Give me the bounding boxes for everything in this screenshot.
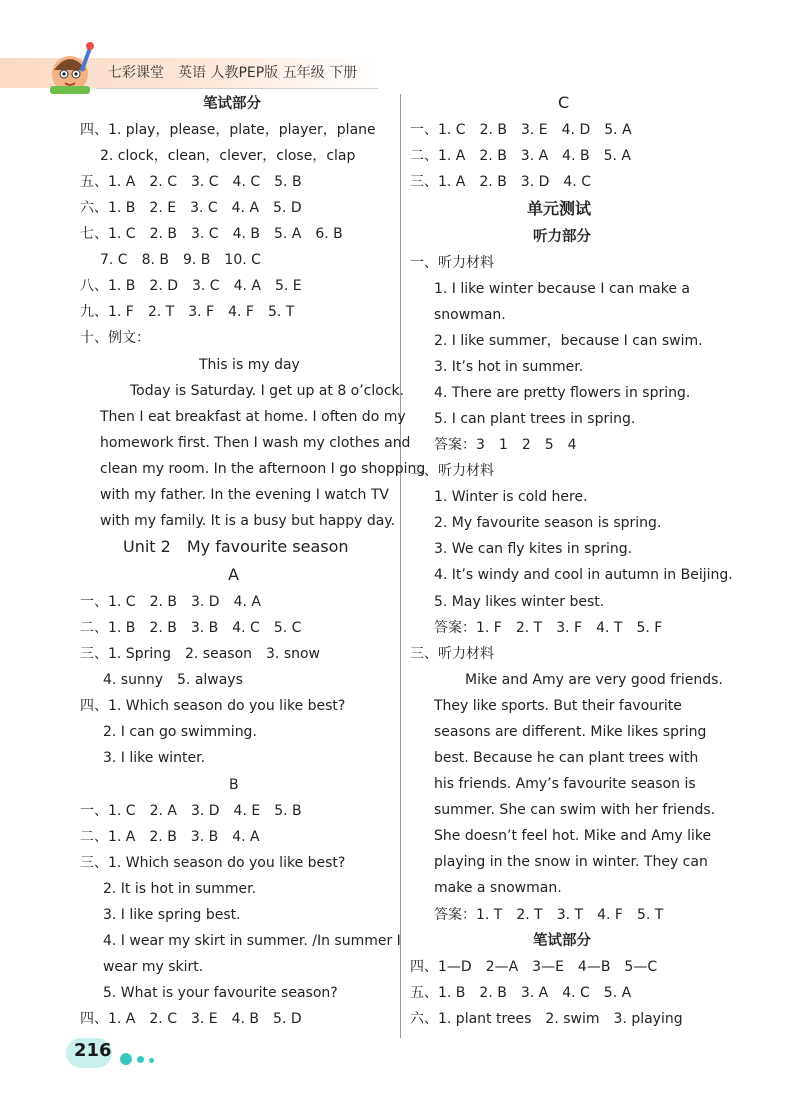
answer-line: 四、1. Which season do you like best?: [80, 698, 346, 714]
answer-line: 六、1. plant trees 2. swim 3. playing: [410, 1011, 683, 1027]
answer-line: 2. I can go swimming.: [103, 724, 257, 740]
answer-line: 1. I like winter because I can make a: [434, 281, 691, 297]
passage-line: summer. She can swim with her friends.: [434, 802, 716, 818]
essay-title: This is my day: [199, 357, 300, 373]
section-heading: 听力部分: [533, 229, 591, 245]
answer-line: 5. What is your favourite season?: [103, 985, 338, 1001]
answer-line: 六、1. B 2. E 3. C 4. A 5. D: [80, 200, 302, 216]
answer-line: 十、例文：: [80, 330, 150, 346]
essay-line: homework first. Then I wash my clothes and: [100, 435, 411, 451]
page-number: 216: [74, 1040, 112, 1061]
answer-line: 1. Winter is cold here.: [434, 489, 588, 505]
mascot-logo-icon: [40, 40, 102, 98]
answer-line: 5. May likes winter best.: [434, 594, 605, 610]
passage-line: make a snowman.: [434, 880, 562, 896]
answer-line: 3. It’s hot in summer.: [434, 359, 584, 375]
answer-line: 4. It’s windy and cool in autumn in Beijing.: [434, 567, 733, 583]
answer-line: 答案：3 1 2 5 4: [434, 437, 577, 453]
section-letter: C: [558, 93, 570, 112]
answer-line: 3. We can fly kites in spring.: [434, 541, 633, 557]
essay-line: with my family. It is a busy but happy day.: [100, 513, 396, 529]
answer-line: 九、1. F 2. T 3. F 4. F 5. T: [80, 304, 295, 320]
answer-line: 4. I wear my skirt in summer. /In summer I: [103, 933, 401, 949]
answer-line: 四、1—D 2—A 3—E 4—B 5—C: [410, 959, 658, 975]
answer-line: 二、听力材料: [410, 463, 494, 479]
answer-line: 2. I like summer，because I can swim.: [434, 333, 703, 349]
passage-line: They like sports. But their favourite: [434, 698, 682, 714]
answer-line: 2. My favourite season is spring.: [434, 515, 662, 531]
answer-line: 八、1. B 2. D 3. C 4. A 5. E: [80, 278, 302, 294]
passage-line: Mike and Amy are very good friends.: [465, 672, 723, 688]
answer-line: 一、1. C 2. B 3. D 4. A: [80, 594, 261, 610]
answer-line: 四、1. A 2. C 3. E 4. B 5. D: [80, 1011, 302, 1027]
answer-line: 一、听力材料: [410, 255, 494, 271]
answer-line: 4. sunny 5. always: [103, 672, 243, 688]
header-rule: [96, 88, 378, 89]
section-heading: 笔试部分: [533, 933, 591, 949]
passage-line: seasons are different. Mike likes spring: [434, 724, 707, 740]
essay-line: Then I eat breakfast at home. I often do my: [100, 409, 406, 425]
answer-line: 一、1. C 2. A 3. D 4. E 5. B: [80, 803, 302, 819]
answer-line: 三、1. Which season do you like best?: [80, 855, 346, 871]
answer-line: 五、1. A 2. C 3. C 4. C 5. B: [80, 174, 302, 190]
passage-line: his friends. Amy’s favourite season is: [434, 776, 696, 792]
header-title: 七彩课堂 英语 人教PEP版 五年级 下册: [108, 65, 358, 81]
answer-line: 3. I like winter.: [103, 750, 206, 766]
answer-line: 三、1. Spring 2. season 3. snow: [80, 646, 321, 662]
decorative-dot-icon: [149, 1058, 154, 1063]
essay-line: with my father. In the evening I watch TV: [100, 487, 389, 503]
answer-line: 二、1. A 2. B 3. B 4. A: [80, 829, 260, 845]
answer-line: 答案：1. T 2. T 3. T 4. F 5. T: [434, 907, 664, 923]
answer-line: 2. clock，clean，clever，close，clap: [100, 148, 356, 164]
decorative-dot-icon: [137, 1056, 144, 1063]
unit-title: Unit 2 My favourite season: [123, 537, 349, 556]
answer-line: 三、1. A 2. B 3. D 4. C: [410, 174, 591, 190]
answer-line: 二、1. A 2. B 3. A 4. B 5. A: [410, 148, 631, 164]
answer-line: 二、1. B 2. B 3. B 4. C 5. C: [80, 620, 302, 636]
answer-line: wear my skirt.: [103, 959, 204, 975]
answer-line: 三、听力材料: [410, 646, 494, 662]
answer-line: 七、1. C 2. B 3. C 4. B 5. A 6. B: [80, 226, 343, 242]
answer-line: 3. I like spring best.: [103, 907, 241, 923]
section-heading: 单元测试: [527, 199, 592, 218]
answer-line: 5. I can plant trees in spring.: [434, 411, 636, 427]
column-divider: [400, 94, 401, 1038]
answer-line: 7. C 8. B 9. B 10. C: [100, 252, 261, 268]
answer-line: 2. It is hot in summer.: [103, 881, 257, 897]
passage-line: best. Because he can plant trees with: [434, 750, 699, 766]
passage-line: playing in the snow in winter. They can: [434, 854, 708, 870]
section-letter: A: [228, 565, 239, 584]
answer-line: 一、1. C 2. B 3. E 4. D 5. A: [410, 122, 632, 138]
essay-line: Today is Saturday. I get up at 8 o’clock.: [130, 383, 405, 399]
section-letter: B: [229, 777, 239, 793]
answer-line: 四、1. play，please，plate，player，plane: [80, 122, 376, 138]
decorative-dot-icon: [120, 1053, 132, 1065]
answer-line: 4. There are pretty flowers in spring.: [434, 385, 691, 401]
answer-line: 答案：1. F 2. T 3. F 4. T 5. F: [434, 620, 663, 636]
answer-line: 五、1. B 2. B 3. A 4. C 5. A: [410, 985, 632, 1001]
passage-line: She doesn’t feel hot. Mike and Amy like: [434, 828, 712, 844]
essay-line: clean my room. In the afternoon I go shopping: [100, 461, 426, 477]
answer-line: snowman.: [434, 307, 506, 323]
section-heading: 笔试部分: [203, 96, 261, 112]
